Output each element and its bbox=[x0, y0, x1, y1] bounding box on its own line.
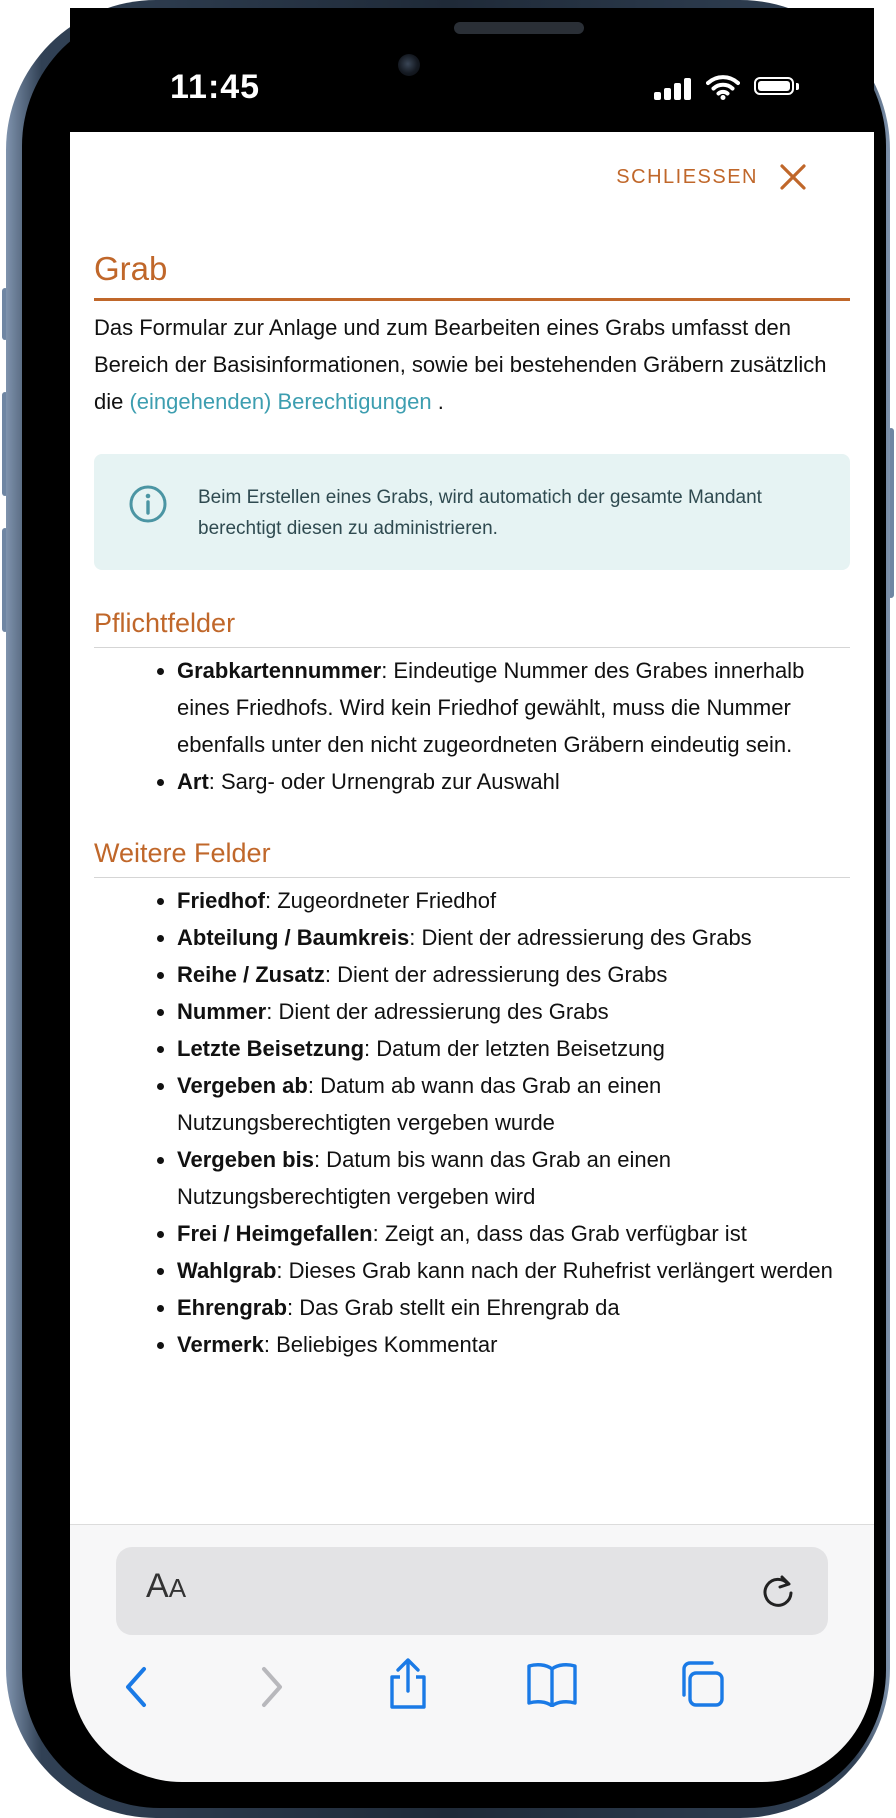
field-description: : Dient der adressierung des Grabs bbox=[409, 925, 752, 950]
required-fields-heading: Pflichtfelder bbox=[94, 608, 850, 648]
close-label: SCHLIESSEN bbox=[616, 165, 758, 188]
required-fields-list bbox=[94, 652, 850, 800]
list-item bbox=[177, 1289, 850, 1326]
intro-paragraph bbox=[94, 309, 850, 420]
text-size-label-small: A bbox=[168, 1573, 187, 1603]
field-name: Wahlgrab bbox=[177, 1258, 277, 1283]
field-description: : Datum der letzten Beisetzung bbox=[364, 1036, 665, 1061]
intro-end: . bbox=[431, 389, 444, 414]
page-title: Grab bbox=[94, 250, 850, 301]
field-description: : Zugeordneter Friedhof bbox=[265, 888, 497, 913]
cellular-signal-icon bbox=[654, 76, 694, 100]
list-item bbox=[177, 1141, 850, 1215]
field-description: : Beliebiges Kommentar bbox=[263, 1332, 498, 1357]
field-description: : Datum bis wann das Grab an einen Nutzungsberechtigten vergeben wird bbox=[177, 1147, 672, 1209]
field-name: Vergeben ab bbox=[177, 1073, 308, 1098]
phone-bezel bbox=[22, 8, 886, 1808]
status-time: 11:45 bbox=[170, 68, 261, 106]
info-text: Beim Erstellen eines Grabs, wird automatich der gesamte Mandant berechtigt diesen zu administrieren. bbox=[198, 487, 762, 539]
field-name: Frei / Heimgefallen bbox=[177, 1221, 373, 1246]
field-name: Art bbox=[177, 769, 209, 794]
list-item bbox=[177, 1030, 850, 1067]
field-description: : Zeigt an, dass das Grab verfügbar ist bbox=[372, 1221, 747, 1246]
screen bbox=[70, 8, 874, 1782]
reload-icon[interactable] bbox=[758, 1571, 798, 1611]
list-item bbox=[177, 1067, 850, 1141]
list-item bbox=[177, 919, 850, 956]
field-name: Grabkartennummer bbox=[177, 658, 382, 683]
intro-text: Das Formular zur Anlage und zum Bearbeiten eines Grabs umfasst den Bereich der Basisinformationen, sowie bei bestehenden Gräbern zusätzlich die bbox=[94, 315, 827, 414]
field-name: Letzte Beisetzung bbox=[177, 1036, 365, 1061]
list-item bbox=[177, 882, 850, 919]
list-item bbox=[177, 993, 850, 1030]
field-name: Vermerk bbox=[177, 1332, 264, 1357]
help-panel bbox=[70, 132, 874, 1524]
battery-icon bbox=[754, 77, 794, 95]
field-name: Reihe / Zusatz bbox=[177, 962, 325, 987]
phone-frame bbox=[6, 0, 890, 1818]
field-name: Friedhof bbox=[177, 888, 265, 913]
address-bar[interactable] bbox=[116, 1547, 828, 1635]
share-icon[interactable] bbox=[384, 1657, 432, 1711]
close-icon bbox=[780, 164, 806, 190]
list-item bbox=[177, 652, 850, 763]
info-icon bbox=[128, 484, 168, 524]
field-description: : Datum ab wann das Grab an einen Nutzungsberechtigten vergeben wurde bbox=[177, 1073, 662, 1135]
other-fields-list bbox=[94, 882, 850, 1363]
help-content bbox=[94, 250, 850, 1363]
permissions-link[interactable]: (eingehenden) Berechtigungen bbox=[129, 389, 432, 414]
tabs-icon[interactable] bbox=[676, 1659, 726, 1709]
text-size-label-big: A bbox=[146, 1567, 169, 1605]
list-item bbox=[177, 1252, 850, 1289]
field-name: Abteilung / Baumkreis bbox=[177, 925, 410, 950]
field-name: Vergeben bis bbox=[177, 1147, 314, 1172]
list-item bbox=[177, 1326, 850, 1363]
list-item bbox=[177, 763, 850, 800]
wifi-icon bbox=[706, 74, 740, 100]
forward-icon[interactable] bbox=[256, 1665, 286, 1709]
field-description: : Dient der adressierung des Grabs bbox=[266, 999, 609, 1024]
list-item bbox=[177, 956, 850, 993]
field-description: : Eindeutige Nummer des Grabes innerhalb eines Friedhofs. Wird kein Friedhof gewählt, muss die Nummer ebenfalls unter den nicht zugeordneten Gräbern eindeutig sein. bbox=[177, 658, 805, 757]
field-description: : Sarg- oder Urnengrab zur Auswahl bbox=[208, 769, 560, 794]
list-item bbox=[177, 1215, 850, 1252]
back-icon[interactable] bbox=[122, 1665, 152, 1709]
field-name: Nummer bbox=[177, 999, 267, 1024]
safari-toolbar bbox=[70, 1524, 874, 1782]
field-name: Ehrengrab bbox=[177, 1295, 288, 1320]
other-fields-heading: Weitere Felder bbox=[94, 838, 850, 878]
text-size-button[interactable] bbox=[146, 1567, 186, 1606]
bookmarks-icon[interactable] bbox=[526, 1661, 578, 1707]
field-description: : Dieses Grab kann nach der Ruhefrist verlängert werden bbox=[276, 1258, 833, 1283]
info-box bbox=[94, 454, 850, 570]
field-description: : Dient der adressierung des Grabs bbox=[324, 962, 668, 987]
close-button[interactable] bbox=[616, 164, 806, 190]
status-bar bbox=[70, 8, 874, 132]
field-description: : Das Grab stellt ein Ehrengrab da bbox=[287, 1295, 620, 1320]
